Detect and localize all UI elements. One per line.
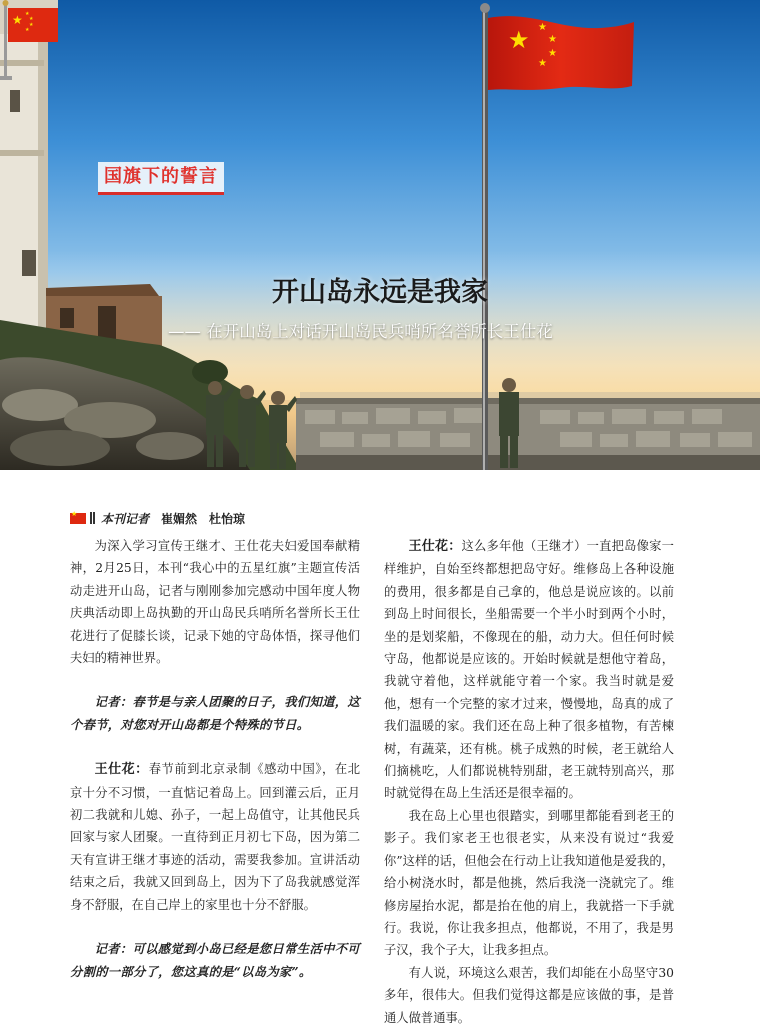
stone-wall xyxy=(296,398,760,470)
svg-text:★: ★ xyxy=(538,58,547,69)
right-column xyxy=(384,535,674,1029)
svg-text:★: ★ xyxy=(548,48,557,59)
question-1 xyxy=(70,691,360,736)
flag-icon xyxy=(70,513,86,524)
hero-photo xyxy=(0,0,760,470)
question-1-speaker: 记者： xyxy=(94,694,133,710)
intro-paragraph: 为深入学习宣传王继才、王仕花夫妇爱国奉献精神，2月25日，本刊“我心中的五星红旗”主题宣传活动走进开山岛，记者与刚刚参加完感动中国年度人物庆典活动即上岛执勤的开山岛民兵哨所名誉所长王仕花进行了促膝长谈，记录下她的守岛体悟，探寻他们夫妇的精神世界。 xyxy=(70,539,360,666)
svg-text:★: ★ xyxy=(29,22,34,28)
flag-badge-icon xyxy=(0,0,60,82)
hero-scene xyxy=(0,0,760,470)
article-title: 开山岛永远是我家 xyxy=(272,277,488,308)
answer-2 xyxy=(384,535,674,805)
question-2 xyxy=(70,938,360,983)
right-paragraph-3: 有人说，环境这么艰苦，我们却能在小岛坚守30多年，很伟大。但我们觉得这都是应该做的事，是普通人做普通事。 xyxy=(384,965,674,1025)
question-2-text: 可以感觉到小岛已经是您日常生活中不可分割的一部分了，您这真的是“以岛为家”。 xyxy=(70,941,360,979)
byline-role: 本刊记者 xyxy=(101,511,150,526)
svg-text:★: ★ xyxy=(548,34,557,45)
national-flag xyxy=(488,16,634,90)
answer-1-speaker: 王仕花： xyxy=(94,762,149,778)
divider-bars-icon xyxy=(90,512,95,524)
column-title: 国旗下的誓言 xyxy=(98,162,224,195)
question-2-speaker: 记者： xyxy=(94,941,133,957)
right-paragraph-2: 我在岛上心里也很踏实，到哪里都能看到老王的影子。我们家老王也很老实，从来没有说过“我爱你”这样的话，但他会在行动上让我知道他是爱我的，给小树浇水时，都是他挑，然后我浇一浇就完了。维修房屋抬水泥，都是抬在他的肩上，我就搭一下手就行。我说，你让我多担点，他都说，不用了，我是男子汉，我个子大，让我多担点。 xyxy=(384,808,674,958)
svg-text:★: ★ xyxy=(538,22,547,33)
article-subtitle: —— 在开山岛上对话开山岛民兵哨所名誉所长王仕花 xyxy=(168,322,553,341)
answer-2-text: 这么多年他（王继才）一直把岛像家一样维护，自始至终都想把岛守好。维修岛上各种设施的费用，很多都是自己拿的，他总是说应该的。以前到岛上时间很长，坐船需要一个半小时到两个小时，坐的是划桨船，不像现在的船，动力大。但任何时候守岛，他都说是应该的。开始时候就是想他守着岛，我就守着他，这样就能守着一个家。我当时就是爱他，想有一个完整的家才过来，慢慢地，岛真的成了我们温暖的家。我们还在岛上种了很多植物，有苦楝树，有蔬菜，还有桃。桃子成熟的时候，老王就给人们摘桃吃，人们都说桃特别甜，老王就特别高兴，那时就觉得在岛上生活还是很幸福的。 xyxy=(384,539,674,801)
svg-text:★: ★ xyxy=(508,26,530,54)
answer-1-text: 春节前到北京录制《感动中国》，在北京十分不习惯，一直惦记着岛上。回到灌云后，正月初二我就和儿媳、孙子，一起上岛值守，让其他民兵回家与家人团聚。一直待到正月初七下岛，因为第二天有宣讲王继才事迹的活动，需要我参加。宣讲活动结束之后，我就又回到岛上，因为下了岛我就感觉浑身不舒服，在自己岸上的家里也十分不舒服。 xyxy=(70,762,360,912)
answer-2-speaker: 王仕花： xyxy=(408,539,462,554)
svg-text:★: ★ xyxy=(12,13,23,27)
answer-1 xyxy=(70,758,360,916)
svg-text:★: ★ xyxy=(29,16,34,22)
byline xyxy=(70,508,245,528)
svg-text:★: ★ xyxy=(25,27,30,33)
question-1-text: 春节是与亲人团聚的日子，我们知道，这个春节，对您对开山岛都是个特殊的节日。 xyxy=(70,694,360,732)
byline-authors: 崔媚然 杜怡琼 xyxy=(161,511,246,526)
left-column xyxy=(70,535,360,983)
svg-text:★: ★ xyxy=(25,11,30,17)
